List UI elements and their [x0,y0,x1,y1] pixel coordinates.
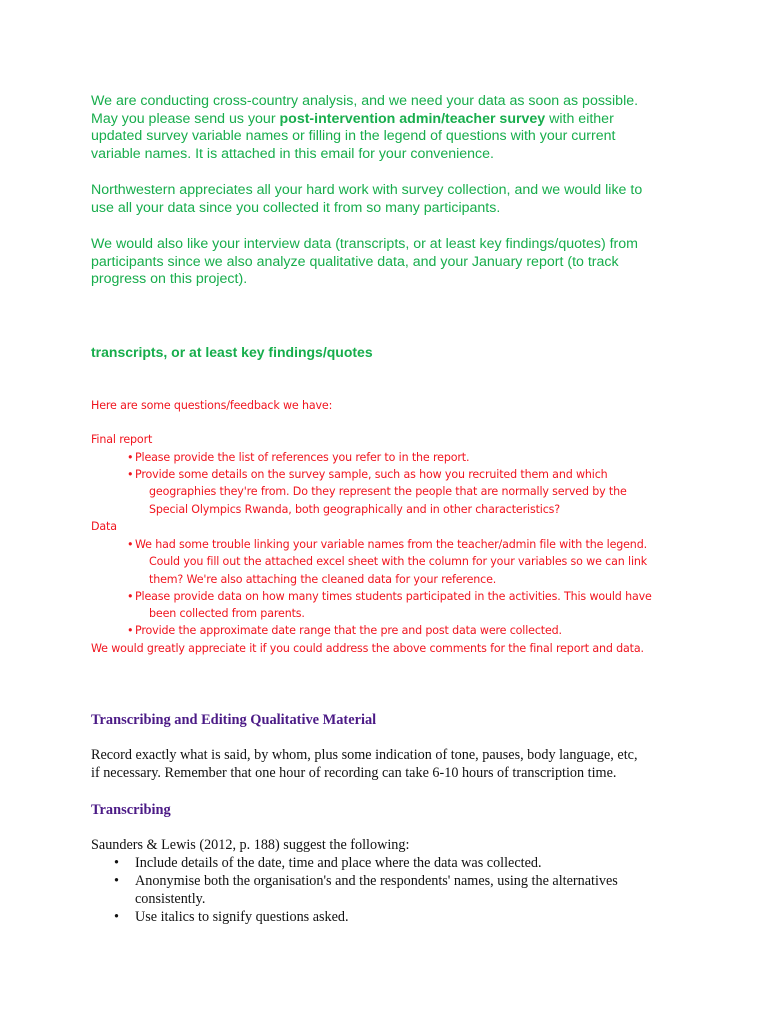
intro-paragraph-1 [91,93,691,163]
bullet-text: Include details of the date, time and place where the data was collected. [135,855,542,871]
bullet-icon: • [127,468,134,481]
bullet-icon: • [127,590,134,603]
bullet-text-cont: consistently. [135,891,206,907]
guide-intro: Saunders & Lewis (2012, p. 188) suggest the following: [91,837,410,853]
bullet-icon: • [114,909,119,925]
bullet-text-cont: been collected from parents. [149,607,305,621]
intro-p1-line3: updated survey variable names or filling in the legend of questions with your current [91,128,616,144]
intro-paragraph-3 [91,236,691,289]
bullet-text: Please provide the list of references you refer to in the report. [135,451,470,464]
bullet-text-cont: Could you fill out the attached excel sheet with the column for your variables so we can link [149,555,648,569]
bullet-text-cont: Special Olympics Rwanda, both geographically and in other characteristics? [149,502,561,516]
data-bullet-1 [127,536,687,588]
intro-p1-line2c: with either [545,110,614,127]
intro-paragraph-2 [91,182,691,217]
final-report-bullet-2 [127,466,687,518]
bullet-text: Use italics to signify questions asked. [135,909,349,925]
data-label: Data [91,520,117,533]
bullet-text-cont: geographies they're from. Do they represent the people that are normally served by the [149,485,627,499]
bullet-text: Provide some details on the survey sample, such as how you recruited them and which [135,468,608,481]
bullet-icon: • [114,855,119,871]
intro-p2-line1: Northwestern appreciates all your hard work with survey collection, and we would like to [91,182,643,198]
final-report-bullet-1 [127,449,687,466]
intro-p2-line2: use all your data since you collected it from so many participants. [91,199,501,216]
bullet-text: We had some trouble linking your variable names from the teacher/admin file with the legend. [135,538,647,551]
intro-p1-line2a: May you please send us your [91,110,280,127]
guide-para-line1: Record exactly what is said, by whom, plus some indication of tone, pauses, body language, etc, [91,747,638,763]
survey-emphasis: post-intervention admin/teacher survey [279,110,546,127]
bullet-icon: • [127,451,134,464]
bullet-text-cont: them? We're also attaching the cleaned data for your reference. [149,572,497,586]
final-report-label: Final report [91,433,153,446]
guide-bullet-2 [114,872,674,908]
intro-p3-line1: We would also like your interview data (transcripts, or at least key findings/quotes) from [91,236,638,252]
feedback-intro: Here are some questions/feedback we have: [91,399,333,412]
subsection-heading: Transcribing [91,802,171,818]
intro-p3-line3: progress on this project). [91,271,248,287]
guide-paragraph [91,746,681,782]
intro-p1-line4: variable names. It is attached in this email for your convenience. [91,145,494,162]
data-bullet-2 [127,588,687,623]
bullet-icon: • [127,624,134,637]
bullet-icon: • [114,873,119,889]
guide-bullet-3 [114,908,674,926]
feedback-closing: We would greatly appreciate it if you could address the above comments for the final report and data. [91,642,644,655]
green-heading: transcripts, or at least key findings/quotes [91,344,373,360]
guide-para-line2: if necessary. Remember that one hour of recording can take 6-10 hours of transcription time. [91,765,617,781]
bullet-text: Anonymise both the organisation's and the respondents' names, using the alternatives [135,873,618,889]
bullet-text: Please provide data on how many times students participated in the activities. This would have [135,590,652,603]
intro-p1-line1: We are conducting cross-country analysis, and we need your data as soon as possible. [91,93,639,109]
bullet-text: Provide the approximate date range that the pre and post data were collected. [135,624,562,637]
data-bullet-3 [127,622,687,639]
bullet-icon: • [127,538,134,551]
intro-p3-line2: participants since we also analyze qualitative data, and your January report (to track [91,253,619,270]
guide-bullet-1 [114,854,674,872]
section-heading: Transcribing and Editing Qualitative Material [91,712,377,728]
